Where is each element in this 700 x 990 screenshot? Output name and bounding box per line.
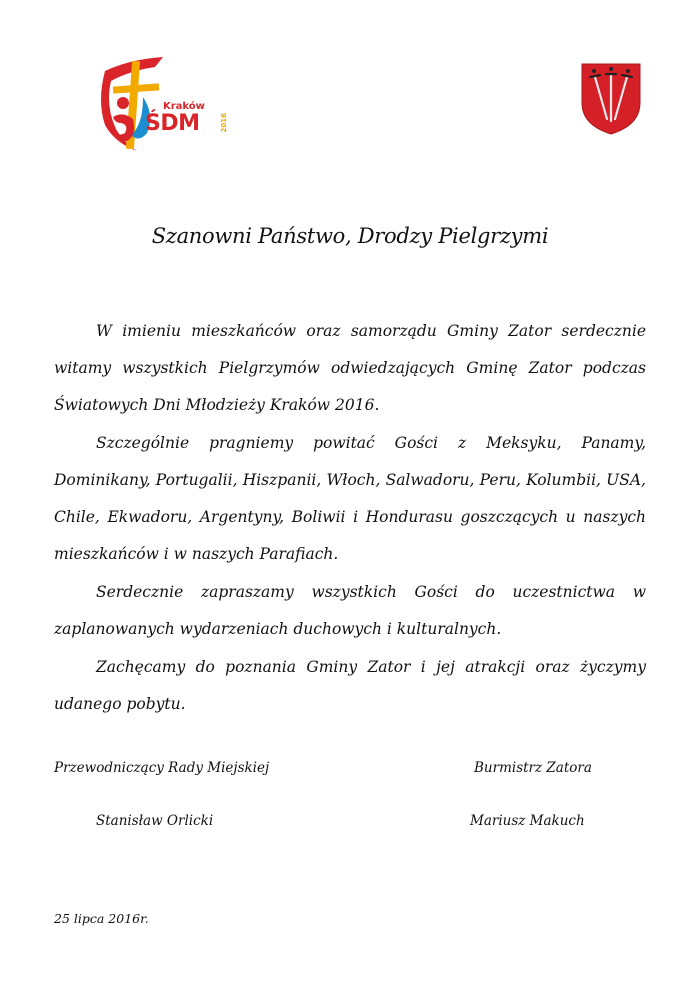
signature-left-name: Stanisław Orlicki [96, 813, 214, 829]
signature-right-role: Burmistrz Zatora [474, 760, 592, 776]
letter-date: 25 lipca 2016r. [54, 911, 149, 926]
zator-coat-of-arms [581, 63, 641, 135]
signature-right-name: Mariusz Makuch [470, 813, 585, 829]
sdm-krakow-logo [93, 57, 233, 152]
letter-title: Szanowni Państwo, Drodzy Pielgrzymi [151, 224, 549, 248]
logo-sdm-text: ŚDM [145, 111, 200, 136]
paragraph-encouragement: Zachęcamy do poznania Gminy Zator i jej atrakcji oraz życzymy udanego pobytu. [54, 658, 646, 713]
coat-of-arms-three-swords-icon [581, 63, 641, 135]
paragraph-welcome: W imieniu mieszkańców oraz samorządu Gminy Zator serdecznie witamy wszystkich Pielgrzymów odwiedzających Gminę Zator podczas Światowych Dni Młodzieży Kraków 2016. [54, 322, 646, 414]
logo-city-text: Kraków [163, 101, 205, 112]
paragraph-guests: Szczególnie pragniemy powitać Gości z Meksyku, Panamy, Dominikany, Portugalii, Hiszpanii, Włoch, Salwadoru, Peru, Kolumbii, USA, Chile, Ekwadoru, Argentyny, Boliwii i Hondurasu goszczących u naszych mieszkańców i w naszych Parafiach. [54, 434, 646, 563]
paragraph-invitation: Serdecznie zapraszamy wszystkich Gości do uczestnictwa w zaplanowanych wydarzeniach duchowych i kulturalnych. [54, 583, 646, 638]
letter-body [54, 313, 646, 724]
signature-left-role: Przewodniczący Rady Miejskiej [54, 760, 270, 776]
logo-year-text: 2016 [220, 113, 228, 133]
